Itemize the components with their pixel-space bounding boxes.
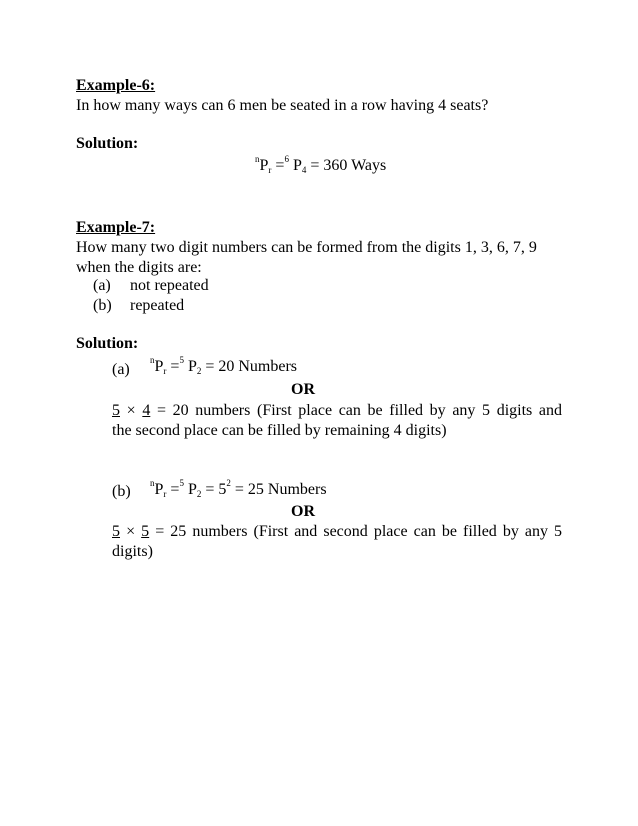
- formula-five: 5: [179, 478, 184, 488]
- formula-unit: Ways: [351, 157, 387, 174]
- formula-unit: Numbers: [267, 481, 327, 498]
- example-6-solution-label: Solution:: [76, 135, 139, 152]
- part-b-or: OR: [291, 503, 315, 520]
- alt-times: ×: [126, 402, 136, 419]
- formula-four: 4: [301, 165, 307, 175]
- alt-times: ×: [126, 523, 136, 540]
- formula-two: 2: [196, 366, 202, 376]
- alt-text: = 20 numbers (First place can be filled by any 5 digits and: [156, 402, 562, 419]
- formula-result: = 20: [205, 358, 235, 375]
- formula-p2: P: [292, 157, 302, 174]
- formula-two: 2: [196, 489, 202, 499]
- alt-num1: 5: [112, 523, 120, 540]
- option-a-text: not repeated: [130, 277, 209, 294]
- alt-num2: 4: [142, 402, 151, 419]
- formula-eq: =: [170, 358, 180, 375]
- example-7-heading: Example-7:: [76, 219, 156, 236]
- part-a-label: (a): [112, 361, 130, 378]
- example-6-formula: [255, 156, 386, 176]
- formula-n: n: [255, 154, 260, 164]
- formula-n: n: [150, 355, 155, 365]
- formula-result: = 25: [234, 481, 264, 498]
- formula-n: n: [150, 478, 155, 488]
- example-6-heading: Example-6:: [76, 77, 156, 94]
- formula-p: P: [259, 157, 269, 174]
- alt-num1: 5: [112, 402, 120, 419]
- formula-six: 6: [284, 154, 289, 164]
- formula-p: P: [154, 358, 164, 375]
- formula-square: 2: [226, 478, 231, 488]
- formula-r: r: [163, 366, 167, 376]
- option-b-text: repeated: [130, 297, 185, 314]
- alt-num2: 5: [141, 523, 150, 540]
- option-b-label: (b): [93, 297, 112, 314]
- example-7-question-line2: when the digits are:: [76, 259, 202, 276]
- formula-r: r: [268, 165, 272, 175]
- formula-p2: P: [187, 358, 197, 375]
- formula-mid: = 5: [205, 481, 227, 498]
- example-6-question: In how many ways can 6 men be seated in a row having 4 seats?: [76, 97, 489, 114]
- formula-five: 5: [179, 355, 184, 365]
- part-b-alt-line2: digits): [112, 543, 153, 560]
- formula-p2: P: [187, 481, 197, 498]
- alt-text: = 25 numbers (First and second place can be filled by any 5: [155, 523, 563, 540]
- formula-p: P: [154, 481, 164, 498]
- part-b-formula: [150, 480, 327, 500]
- formula-r: r: [163, 489, 167, 499]
- part-a-formula: [150, 357, 297, 377]
- option-a-label: (a): [93, 277, 111, 294]
- formula-eq: =: [170, 481, 180, 498]
- part-b-label: (b): [112, 483, 131, 500]
- formula-result: = 360: [310, 157, 348, 174]
- formula-eq: =: [275, 157, 285, 174]
- example-7-solution-label: Solution:: [76, 335, 139, 352]
- part-a-alt-line2: the second place can be filled by remaining 4 digits): [112, 422, 447, 439]
- formula-unit: Numbers: [238, 358, 298, 375]
- part-a-or: OR: [291, 381, 315, 398]
- part-a-alt-line1: [112, 401, 562, 421]
- example-7-question-line1: How many two digit numbers can be formed from the digits 1, 3, 6, 7, 9: [76, 239, 537, 256]
- part-b-alt-line1: [112, 522, 562, 542]
